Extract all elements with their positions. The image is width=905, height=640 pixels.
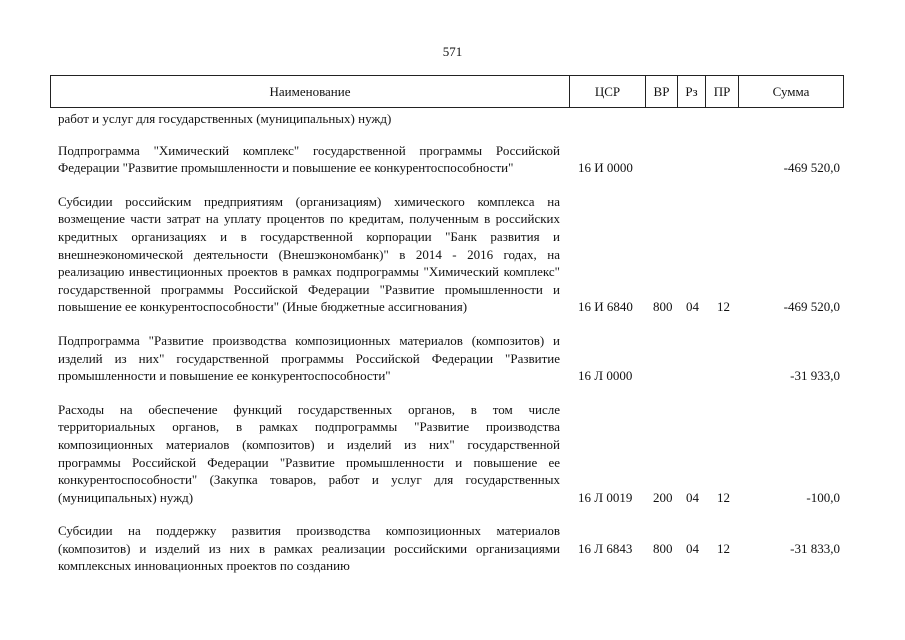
header-rz: Рз <box>678 76 706 108</box>
row-sum: -100,0 <box>806 489 840 505</box>
row-csr: 16 И 6840 <box>578 299 633 315</box>
row-csr: 16 И 0000 <box>578 160 633 176</box>
row-rz: 04 <box>686 540 699 556</box>
header-vr: ВР <box>646 76 678 108</box>
row-values <box>58 367 848 385</box>
page-number: 571 <box>442 44 463 59</box>
header-sum: Сумма <box>739 76 844 108</box>
table-row <box>58 522 848 575</box>
row-vr: 800 <box>653 540 673 556</box>
header-name: Наименование <box>51 76 570 108</box>
row-name: Субсидии российским предприятиям (организациям) химического комплекса на возмещение части затрат на уплату процентов по кредитам, полученным в российских кредитных организациях и в государственной корпорации "Банк развития и внешнеэкономической деятельности (Внешэкономбанк)" в 2014 - 2016 годах, на реализацию инвестиционных проектов в рамках подпрограммы "Химический комплекс" государственной программы Российской Федерации "Развитие промышленности и повышение ее конкурентоспособности" (Иные бюджетные ассигнования) <box>58 193 560 315</box>
table-body <box>58 110 848 591</box>
row-name: Субсидии на поддержку развития производства композиционных материалов (композитов) и изделий из них в рамках реализации российскими организациями комплексных инновационных проектов по созданию <box>58 523 560 574</box>
row-sum: -469 520,0 <box>783 160 840 176</box>
row-name: Расходы на обеспечение функций государственных органов, в том числе территориальных органов, в рамках подпрограммы "Развитие производства композиционных материалов (композитов) и изделий из них" государственной программы Российской Федерации "Развитие промышленности и повышение ее конкурентоспособности" (Закупка товаров, работ и услуг для государственных (муниципальных) нужд) <box>58 401 560 505</box>
row-name: Подпрограмма "Химический комплекс" государственной программы Российской Федерации "Развитие промышленности и повышение ее конкурентоспособности" <box>58 142 560 176</box>
row-values <box>58 540 848 558</box>
row-rz: 04 <box>686 489 699 505</box>
table-row <box>58 401 848 507</box>
row-vr: 800 <box>653 299 673 315</box>
header-csr: ЦСР <box>570 76 646 108</box>
row-values <box>58 298 848 316</box>
row-pr: 12 <box>717 540 730 556</box>
table-row <box>58 193 848 316</box>
row-pr: 12 <box>717 489 730 505</box>
row-values <box>58 489 848 507</box>
header-pr: ПР <box>706 76 739 108</box>
row-name: Подпрограмма "Развитие производства композиционных материалов (композитов) и изделий из них" государственной программы Российской Федерации "Развитие промышленности и повышение ее конкурентоспособности" <box>58 332 560 384</box>
row-rz: 04 <box>686 299 699 315</box>
row-name: работ и услуг для государственных (муниципальных) нужд) <box>58 111 392 126</box>
row-csr: 16 Л 6843 <box>578 540 633 556</box>
table-header <box>50 75 844 108</box>
row-csr: 16 Л 0000 <box>578 368 633 384</box>
table-row <box>58 332 848 385</box>
row-sum: -31 833,0 <box>790 540 840 556</box>
row-values <box>58 159 848 177</box>
table-row <box>58 110 848 128</box>
row-sum: -469 520,0 <box>783 299 840 315</box>
row-vr: 200 <box>653 489 673 505</box>
table-row <box>58 142 848 177</box>
row-sum: -31 933,0 <box>790 368 840 384</box>
row-csr: 16 Л 0019 <box>578 489 633 505</box>
row-pr: 12 <box>717 299 730 315</box>
